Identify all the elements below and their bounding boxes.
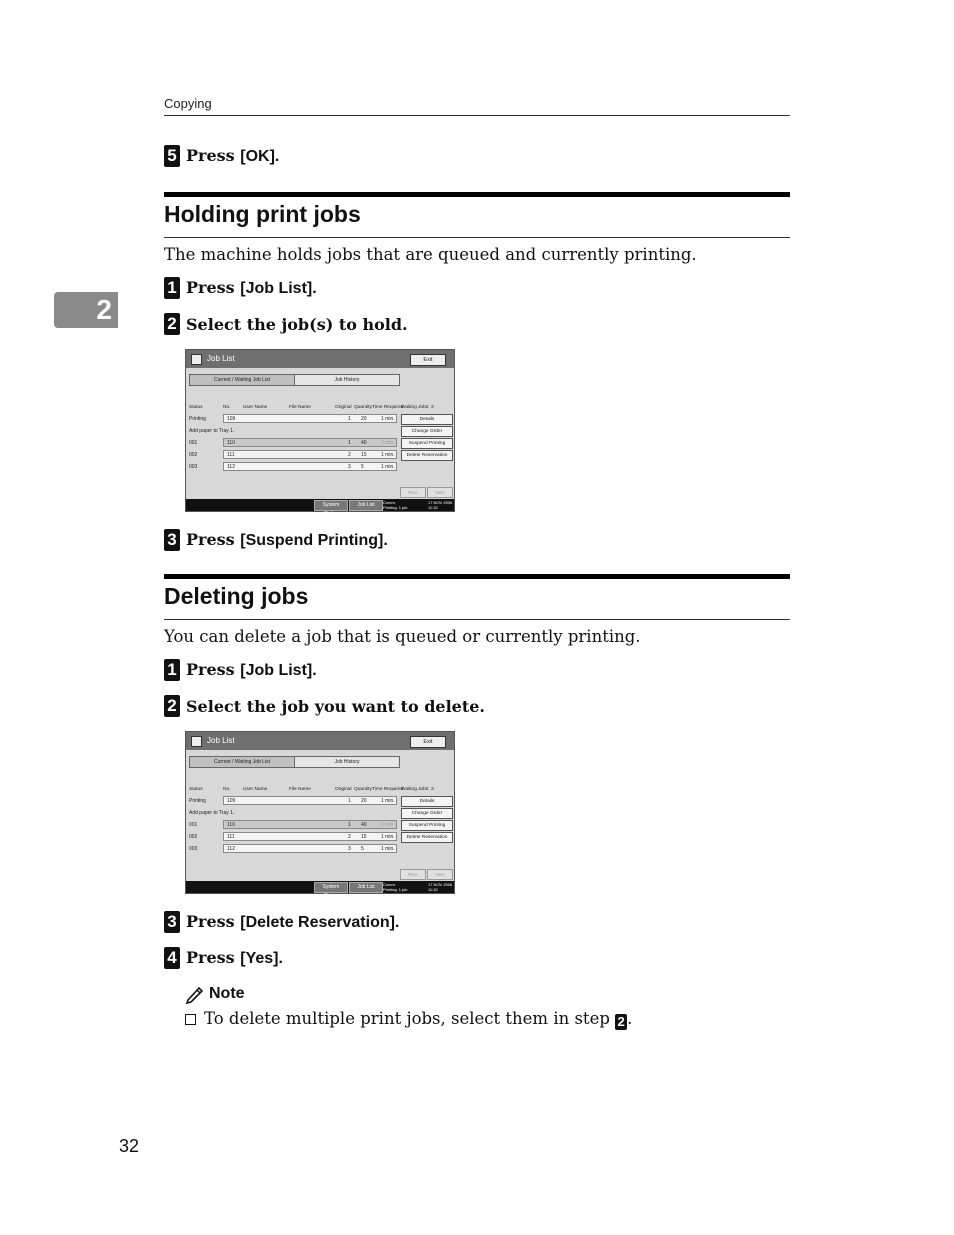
step-number: 1 [164, 277, 180, 299]
job-list-button[interactable]: Job List [349, 882, 383, 893]
row-status: 003 [189, 846, 198, 852]
section-title-deleting: Deleting jobs [164, 583, 309, 609]
row-status: 001 [189, 440, 198, 446]
exit-button[interactable]: Exit [410, 736, 446, 748]
col-original: Original [335, 405, 352, 410]
step-number: 3 [164, 529, 180, 551]
col-time: Time Required [372, 405, 404, 410]
note-item [185, 1009, 632, 1030]
footer-status: Comm. Printing: 1 job [383, 882, 408, 892]
step-number: 2 [164, 313, 180, 335]
col-status: Status [189, 405, 203, 410]
table-row[interactable]: 109 1 20 1 min. [223, 414, 397, 423]
step-text: Press [Suspend Printing]. [186, 530, 388, 549]
change-order-button[interactable]: Change Order [401, 808, 453, 819]
step-number: 2 [164, 695, 180, 717]
table-row[interactable]: 110 1 40 2 min. [223, 820, 397, 829]
step-number: 4 [164, 947, 180, 969]
row-status: 003 [189, 464, 198, 470]
list-icon [191, 354, 202, 365]
step-text: Press [Job List]. [186, 278, 317, 297]
step-text: Select the job(s) to hold. [186, 314, 408, 334]
next-button[interactable]: Next [427, 869, 453, 880]
delete-reservation-button[interactable]: Delete Reservation [401, 832, 453, 843]
step-ref: 2 [615, 1014, 627, 1030]
prev-button[interactable]: Prev. [400, 869, 426, 880]
tab-current-waiting[interactable]: Current / Waiting Job List [189, 756, 295, 768]
note-title: Note [209, 985, 245, 1002]
col-no: No. [223, 405, 231, 410]
screen-titlebar [186, 350, 454, 368]
screen-footer [186, 499, 454, 517]
step-3 [164, 911, 399, 933]
waiting-jobs: Waiting Jobs: 3 [401, 787, 434, 792]
job-list-screen [185, 349, 455, 517]
header-rule [164, 115, 790, 116]
table-row[interactable]: 112 3 5 1 min. [223, 462, 397, 471]
step-3 [164, 529, 388, 551]
col-no: No. [223, 787, 231, 792]
system-status-button[interactable]: System Status [314, 500, 348, 511]
note-text: To delete multiple print jobs, select them in step 2 . [204, 1009, 633, 1029]
step-4 [164, 947, 283, 969]
footer-datetime: 17 NOV 2006 11:32 [428, 882, 453, 892]
change-order-button[interactable]: Change Order [401, 426, 453, 437]
footer-status: Comm. Printing: 1 job [383, 500, 408, 510]
details-button[interactable]: Details [401, 414, 453, 425]
add-paper-message: Add paper to Tray 1. [189, 428, 235, 434]
table-row[interactable]: 111 2 15 1 min. [223, 832, 397, 841]
printing-status: Printing [189, 416, 206, 422]
section-title-holding: Holding print jobs [164, 201, 361, 227]
step-text: Press [Job List]. [186, 660, 317, 679]
list-icon [191, 736, 202, 747]
note-heading [185, 985, 245, 1003]
system-status-button[interactable]: System Status [314, 882, 348, 893]
step-text: Press [Delete Reservation]. [186, 912, 400, 931]
screen-titlebar [186, 732, 454, 750]
section-rule [164, 192, 790, 197]
row-status: 001 [189, 822, 198, 828]
exit-button[interactable]: Exit [410, 354, 446, 366]
footer-datetime: 17 NOV 2006 11:32 [428, 500, 453, 510]
table-row[interactable]: 110 1 40 2 min. [223, 438, 397, 447]
step-number: 1 [164, 659, 180, 681]
waiting-jobs: Waiting Jobs: 3 [401, 405, 434, 410]
tab-job-history[interactable]: Job History [294, 374, 400, 386]
next-button[interactable]: Next [427, 487, 453, 498]
table-row[interactable]: 112 3 5 1 min. [223, 844, 397, 853]
section-underline [164, 619, 790, 620]
col-file: File Name [289, 405, 311, 410]
step-text: Press [OK]. [186, 146, 280, 165]
col-original: Original [335, 787, 352, 792]
tab-job-history[interactable]: Job History [294, 756, 400, 768]
delete-reservation-button[interactable]: Delete Reservation [401, 450, 453, 461]
col-time: Time Required [372, 787, 404, 792]
screen-title: Job List [207, 736, 235, 745]
checkbox-bullet-icon [185, 1014, 196, 1025]
section-intro: The machine holds jobs that are queued and currently printing. [164, 245, 697, 264]
tab-current-waiting[interactable]: Current / Waiting Job List [189, 374, 295, 386]
prev-button[interactable]: Prev. [400, 487, 426, 498]
screen-footer [186, 881, 454, 899]
page-number: 32 [119, 1136, 140, 1156]
printing-status: Printing [189, 798, 206, 804]
step-2 [164, 695, 485, 717]
table-row[interactable]: 111 2 15 1 min. [223, 450, 397, 459]
step-2 [164, 313, 408, 335]
details-button[interactable]: Details [401, 796, 453, 807]
pencil-icon [185, 985, 205, 1003]
step-number: 3 [164, 911, 180, 933]
col-status: Status [189, 787, 203, 792]
section-underline [164, 237, 790, 238]
job-list-button[interactable]: Job List [349, 500, 383, 511]
table-row[interactable]: 109 1 20 1 min. [223, 796, 397, 805]
step-number: 5 [164, 145, 180, 167]
col-user: User Name [243, 787, 268, 792]
col-quantity: Quantity [354, 787, 372, 792]
step-1 [164, 659, 317, 681]
row-status: 002 [189, 452, 198, 458]
suspend-printing-button[interactable]: Suspend Printing [401, 820, 453, 831]
running-header: Copying [164, 96, 212, 111]
col-file: File Name [289, 787, 311, 792]
add-paper-message: Add paper to Tray 1. [189, 810, 235, 816]
chapter-tab: 2 [54, 292, 118, 328]
suspend-printing-button[interactable]: Suspend Printing [401, 438, 453, 449]
col-quantity: Quantity [354, 405, 372, 410]
screen-title: Job List [207, 354, 235, 363]
step-text: Select the job you want to delete. [186, 696, 485, 716]
step-1 [164, 277, 317, 299]
job-list-screen [185, 731, 455, 899]
section-rule [164, 574, 790, 579]
row-status: 002 [189, 834, 198, 840]
col-user: User Name [243, 405, 268, 410]
step-text: Press [Yes]. [186, 948, 283, 967]
section-intro: You can delete a job that is queued or currently printing. [164, 627, 641, 646]
step-press-ok [164, 145, 279, 167]
